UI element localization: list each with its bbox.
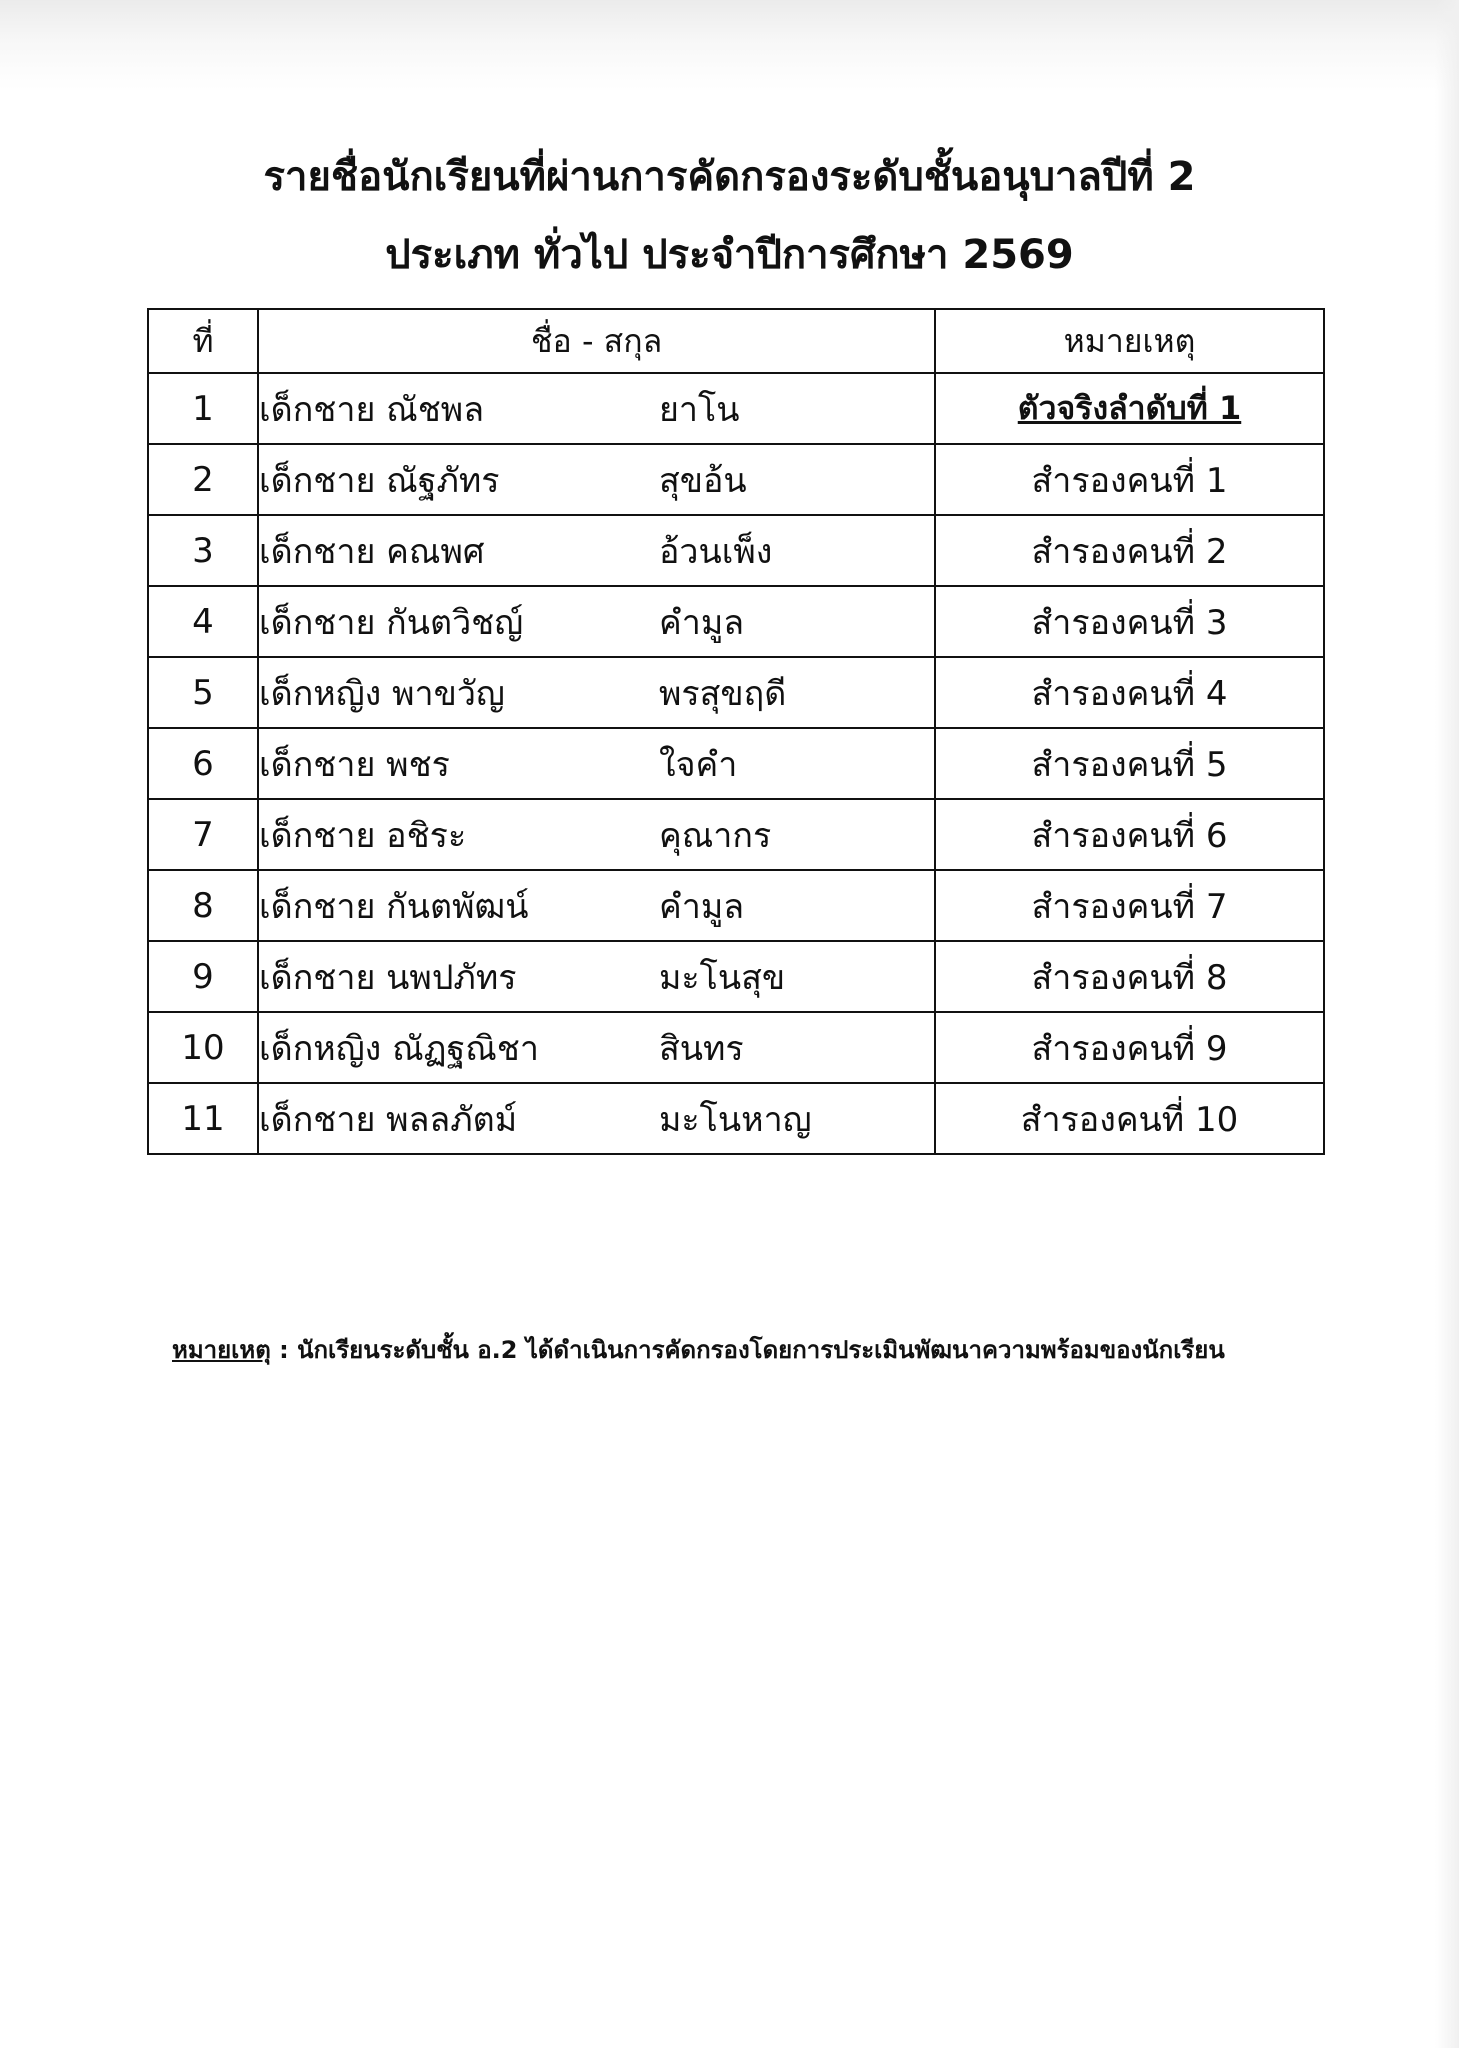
student-given-name: เด็กชาย กันตพัฒน์ — [259, 886, 529, 927]
row-note: สำรองคนที่ 9 — [935, 1012, 1324, 1083]
student-given-name: เด็กหญิง พาขวัญ — [259, 673, 505, 714]
row-note: สำรองคนที่ 1 — [935, 444, 1324, 515]
page-subtitle: ประเภท ทั่วไป ประจำปีการศึกษา 2569 — [385, 232, 1074, 278]
footnote-separator: : — [270, 1336, 298, 1364]
table-row — [148, 515, 1324, 586]
student-surname: สุขอ้น — [659, 460, 747, 501]
student-name-cell — [258, 657, 935, 728]
student-given-name: เด็กชาย พชร — [259, 744, 450, 785]
row-number: 10 — [148, 1012, 258, 1083]
table-row — [148, 586, 1324, 657]
student-name-cell — [258, 373, 935, 444]
student-given-name: เด็กหญิง ณัฏฐณิชา — [259, 1028, 539, 1069]
student-given-name: เด็กชาย พลลภัตม์ — [259, 1099, 518, 1140]
row-number: 6 — [148, 728, 258, 799]
row-number: 2 — [148, 444, 258, 515]
student-name-cell — [258, 941, 935, 1012]
student-surname: มะโนสุข — [659, 957, 786, 998]
row-note: สำรองคนที่ 4 — [935, 657, 1324, 728]
footnote-text: นักเรียนระดับชั้น อ.2 ได้ดำเนินการคัดกรองโดยการประเมินพัฒนาความพร้อมของนักเรียน — [297, 1336, 1225, 1364]
row-note: ตัวจริงลำดับที่ 1 — [935, 373, 1324, 444]
row-number: 7 — [148, 799, 258, 870]
table-row — [148, 444, 1324, 515]
table-row — [148, 941, 1324, 1012]
row-note: สำรองคนที่ 7 — [935, 870, 1324, 941]
table-row — [148, 870, 1324, 941]
student-roster-table — [147, 308, 1325, 1155]
column-header-note: หมายเหตุ — [935, 309, 1324, 373]
footnote-label: หมายเหตุ — [172, 1336, 271, 1364]
student-given-name: เด็กชาย ณัชพล — [259, 389, 485, 430]
student-given-name: เด็กชาย กันตวิชญ์ — [259, 602, 524, 643]
column-header-name: ชื่อ - สกุล — [258, 309, 935, 373]
table-row — [148, 728, 1324, 799]
student-surname: คำมูล — [659, 602, 745, 643]
table-row — [148, 373, 1324, 444]
row-number: 1 — [148, 373, 258, 444]
column-header-no: ที่ — [148, 309, 258, 373]
table-row — [148, 657, 1324, 728]
student-given-name: เด็กชาย ณัฐภัทร — [259, 460, 500, 501]
row-number: 4 — [148, 586, 258, 657]
student-name-cell — [258, 1083, 935, 1154]
row-note: สำรองคนที่ 2 — [935, 515, 1324, 586]
table-header-row — [148, 309, 1324, 373]
row-number: 5 — [148, 657, 258, 728]
student-name-cell — [258, 728, 935, 799]
row-note: สำรองคนที่ 3 — [935, 586, 1324, 657]
student-surname: พรสุขฤดี — [659, 673, 787, 714]
row-note: สำรองคนที่ 6 — [935, 799, 1324, 870]
student-surname: ใจคำ — [659, 744, 738, 785]
student-surname: คำมูล — [659, 886, 745, 927]
student-name-cell — [258, 515, 935, 586]
page-title: รายชื่อนักเรียนที่ผ่านการคัดกรองระดับชั้นอนุบาลปีที่ 2 — [263, 154, 1196, 200]
row-note: สำรองคนที่ 10 — [935, 1083, 1324, 1154]
table-row — [148, 1083, 1324, 1154]
student-name-cell — [258, 444, 935, 515]
student-name-cell — [258, 586, 935, 657]
student-surname: อ้วนเพ็ง — [659, 531, 773, 572]
row-note: สำรองคนที่ 5 — [935, 728, 1324, 799]
row-number: 11 — [148, 1083, 258, 1154]
table-row — [148, 799, 1324, 870]
student-given-name: เด็กชาย อชิระ — [259, 815, 467, 856]
row-note: สำรองคนที่ 8 — [935, 941, 1324, 1012]
student-name-cell — [258, 870, 935, 941]
student-given-name: เด็กชาย คณพศ — [259, 531, 485, 572]
row-number: 3 — [148, 515, 258, 586]
table-row — [148, 1012, 1324, 1083]
student-surname: สินทร — [659, 1028, 744, 1069]
student-surname: คุณากร — [659, 815, 772, 856]
student-name-cell — [258, 799, 935, 870]
student-given-name: เด็กชาย นพปภัทร — [259, 957, 517, 998]
row-number: 9 — [148, 941, 258, 1012]
student-surname: มะโนหาญ — [659, 1099, 812, 1140]
student-surname: ยาโน — [659, 389, 740, 430]
student-name-cell — [258, 1012, 935, 1083]
row-number: 8 — [148, 870, 258, 941]
footnote — [172, 1330, 1312, 1369]
